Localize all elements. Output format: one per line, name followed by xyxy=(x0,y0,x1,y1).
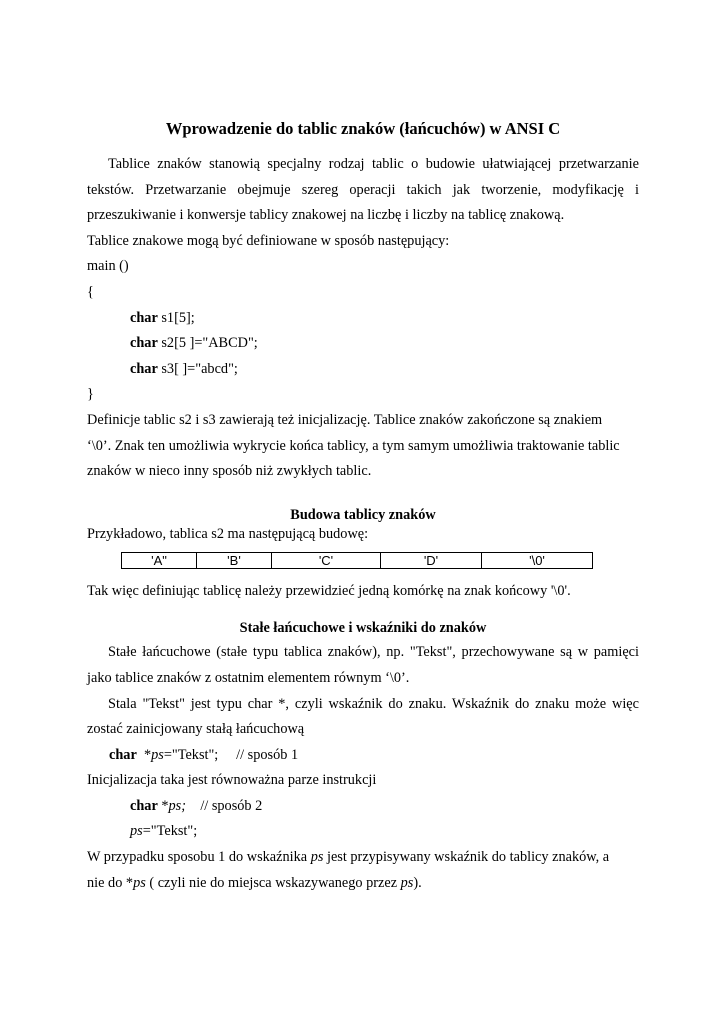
code-text: s1[5]; xyxy=(157,309,195,326)
array-cell: 'C' xyxy=(272,552,381,568)
keyword-char: char xyxy=(130,360,158,377)
definitions-line-1: Definicje tablic s2 i s3 zawierają też inicjalizację. Tablice znaków zakończone są znakiem xyxy=(87,411,603,428)
keyword-char: char xyxy=(109,746,137,763)
code-line-sposob-1 xyxy=(87,743,639,769)
code-line-sposob-2 xyxy=(87,794,639,820)
code-line-assign xyxy=(87,819,639,845)
section-heading-structure: Budowa tablicy znaków xyxy=(290,506,436,523)
code-line-s1 xyxy=(87,306,639,332)
code-line-s2 xyxy=(87,331,639,357)
code-text: * xyxy=(157,797,169,814)
document-title: Wprowadzenie do tablic znaków (łańcuchów) w ANSI C xyxy=(165,119,561,138)
text-segment: ). xyxy=(413,874,422,891)
variable-ps: ps; xyxy=(168,797,187,814)
code-text: ="Tekst"; // sposób 1 xyxy=(163,746,299,763)
variable-ps: ps xyxy=(133,874,146,891)
code-text: * xyxy=(136,746,152,763)
constants-paragraph-1: Stałe łańcuchowe (stałe typu tablica znaków), np. "Tekst", przechowywane są w pamięci jako tablice znaków z ostatnim elementem równym ‘\0’. xyxy=(87,644,639,686)
code-text: s2[5 ]="ABCD"; xyxy=(157,335,258,352)
explanation-line-2 xyxy=(87,871,639,897)
array-cell: 'D' xyxy=(381,552,482,568)
variable-ps: ps xyxy=(310,849,324,866)
text-segment: jest przypisywany wskaźnik do tablicy znaków, a xyxy=(323,849,610,866)
keyword-char: char xyxy=(130,335,158,352)
definitions-line-2: ‘\0’. Znak ten umożliwia wykrycie końca tablicy, a tym samym umożliwia traktowanie tablic xyxy=(87,437,620,454)
explanation-line-1 xyxy=(87,845,639,871)
keyword-char: char xyxy=(130,797,158,814)
code-text: ="Tekst"; xyxy=(142,823,198,840)
array-cell: 'B' xyxy=(197,552,272,568)
code-text: s3[ ]="abcd"; xyxy=(157,360,238,377)
text-segment: W przypadku sposobu 1 do wskaźnika xyxy=(87,849,311,866)
structure-conclusion: Tak więc definiując tablicę należy przewidzieć jedną komórkę na znak końcowy '\0'. xyxy=(87,582,571,599)
text-segment: ( czyli nie do miejsca wskazywanego przez xyxy=(145,874,401,891)
constants-paragraph-2: Stala "Tekst" jest typu char *, czyli wskaźnik do znaku. Wskaźnik do znaku może więc zostać zainicjowany stałą łańcuchową xyxy=(87,695,639,738)
definition-intro: Tablice znakowe mogą być definiowane w sposób następujący: xyxy=(87,232,450,249)
code-open-brace: { xyxy=(87,283,94,300)
variable-ps: ps xyxy=(130,823,143,840)
char-array-table xyxy=(121,552,593,569)
keyword-char: char xyxy=(130,309,158,326)
structure-intro: Przykładowo, tablica s2 ma następującą budowę: xyxy=(87,525,369,542)
variable-ps: ps xyxy=(400,874,414,891)
code-line-s3 xyxy=(87,357,639,383)
code-main: main () xyxy=(87,258,129,275)
text-segment: nie do * xyxy=(87,874,134,891)
section-heading-constants: Stałe łańcuchowe i wskaźniki do znaków xyxy=(239,620,487,637)
array-cell: 'A" xyxy=(122,552,197,568)
intro-paragraph: Tablice znaków stanowią specjalny rodzaj tablic o budowie ułatwiającej przetwarzanie tekstów. Przetwarzanie obejmuje szereg operacji takich jak tworzenie, modyfikację i przeszukiwanie i konwersje tablicy znakowej na liczbę i liczby na tablicę znakową. xyxy=(87,156,639,224)
equivalence-line: Inicjalizacja taka jest równoważna parze instrukcji xyxy=(87,772,377,789)
code-text: // sposób 2 xyxy=(186,797,263,814)
array-cell: '\0' xyxy=(482,552,593,568)
definitions-line-3: znaków w nieco inny sposób niż zwykłych tablic. xyxy=(87,463,372,480)
code-block-main xyxy=(87,254,639,408)
variable-ps: ps xyxy=(151,746,164,763)
code-close-brace: } xyxy=(87,386,94,403)
document-page xyxy=(87,118,639,896)
